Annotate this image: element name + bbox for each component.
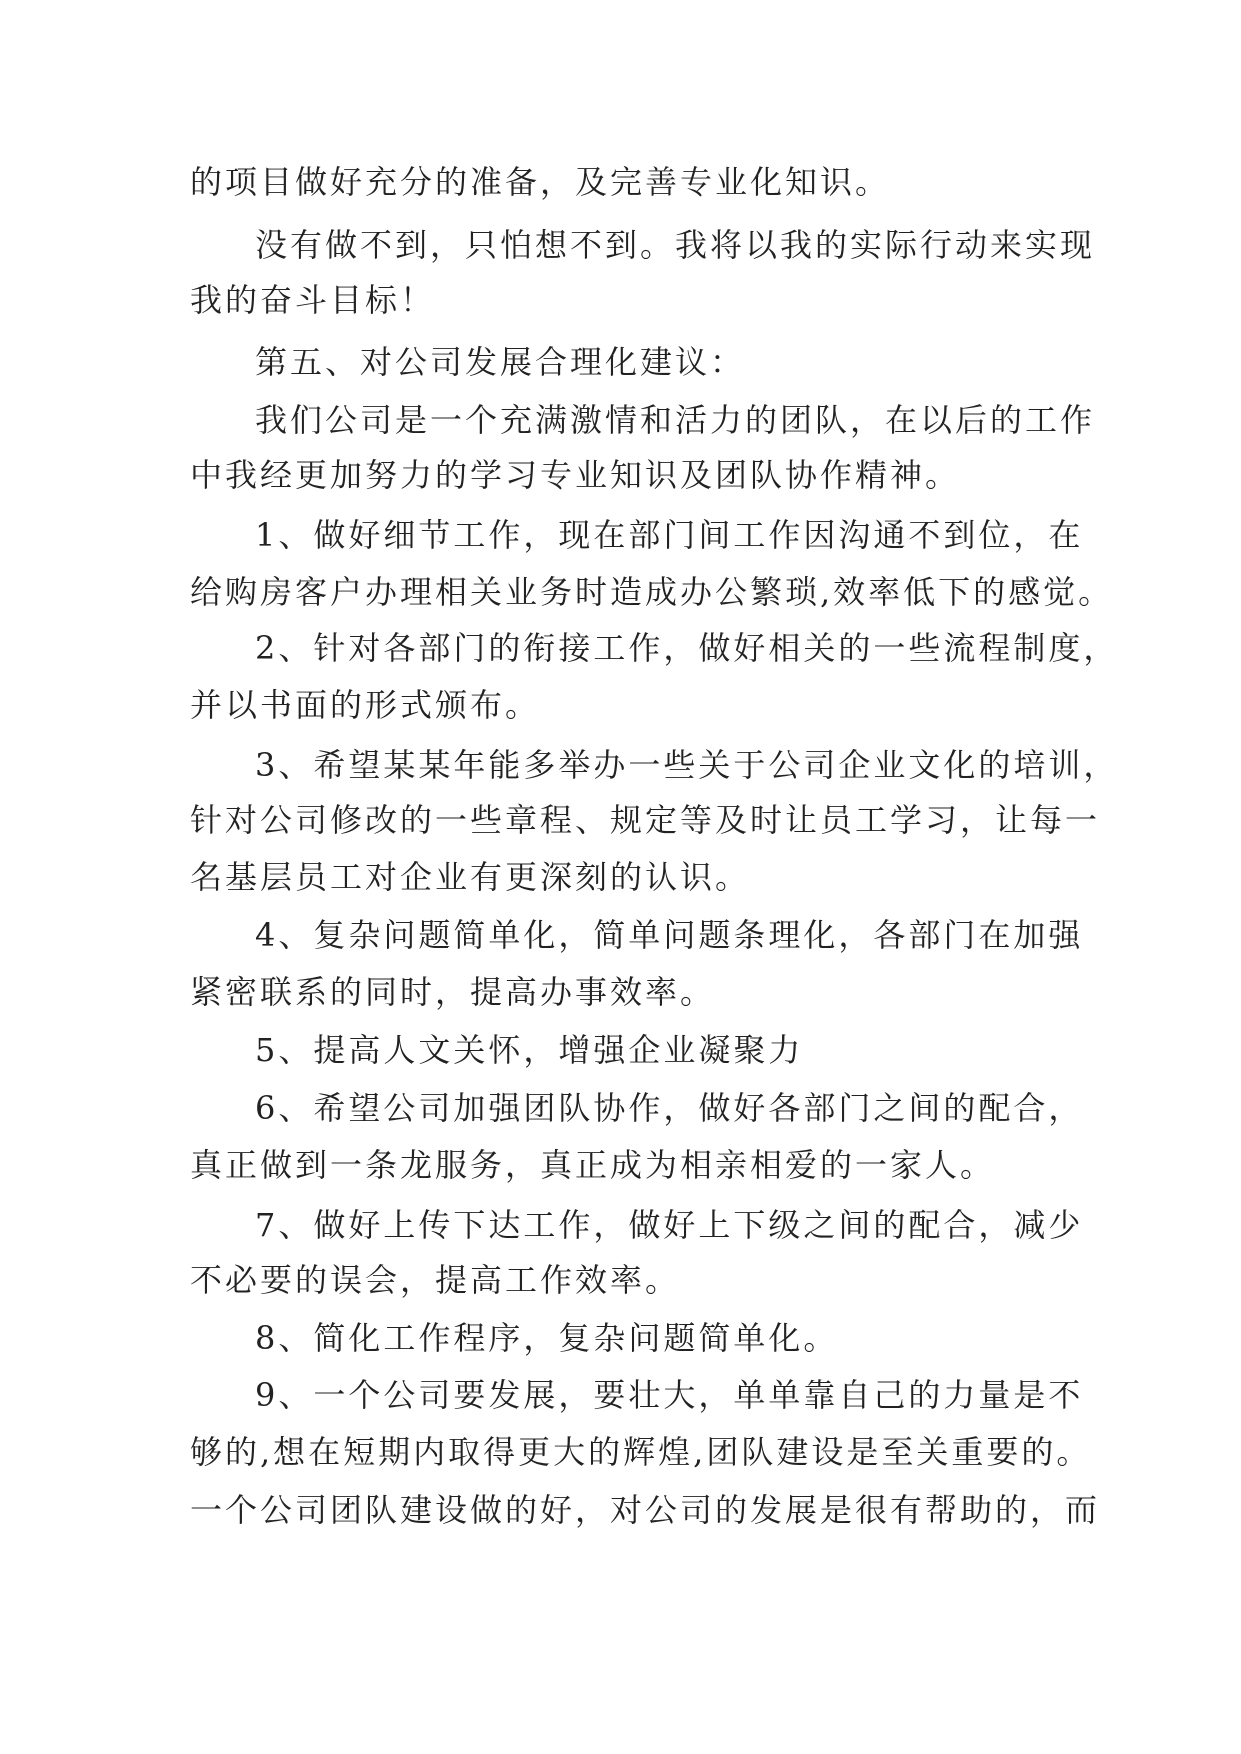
text-line: 针对公司修改的一些章程、规定等及时让员工学习，让每一: [190, 801, 1101, 839]
list-item-1: 1、做好细节工作，现在部门间工作因沟通不到位，在: [255, 516, 1084, 554]
text-line: 够的,想在短期内取得更大的辉煌,团队建设是至关重要的。: [190, 1433, 1092, 1471]
text-line: 的项目做好充分的准备，及完善专业化知识。: [190, 163, 891, 201]
list-item-5: 5、提高人文关怀，增强企业凝聚力: [255, 1031, 804, 1069]
list-item-4: 4、复杂问题简单化，简单问题条理化，各部门在加强: [255, 916, 1084, 954]
list-item-9: 9、一个公司要发展，要壮大，单单靠自己的力量是不: [255, 1376, 1084, 1414]
list-item-7: 7、做好上传下达工作，做好上下级之间的配合，减少: [255, 1206, 1084, 1244]
text-line: 名基层员工对企业有更深刻的认识。: [190, 858, 751, 896]
list-item-3: 3、希望某某年能多举办一些关于公司企业文化的培训，: [255, 746, 1119, 784]
section-heading: 第五、对公司发展合理化建议：: [255, 343, 746, 381]
text-line: 没有做不到，只怕想不到。我将以我的实际行动来实现: [255, 226, 1096, 264]
text-line: 给购房客户办理相关业务时造成办公繁琐,效率低下的感觉。: [190, 573, 1114, 611]
text-line: 我们公司是一个充满激情和活力的团队，在以后的工作: [255, 401, 1096, 439]
text-line: 我的奋斗目标！: [190, 281, 436, 319]
text-line: 中我经更加努力的学习专业知识及团队协作精神。: [190, 456, 961, 494]
list-item-8: 8、简化工作程序，复杂问题简单化。: [255, 1319, 839, 1357]
list-item-6: 6、希望公司加强团队协作，做好各部门之间的配合，: [255, 1089, 1084, 1127]
text-line: 紧密联系的同时，提高办事效率。: [190, 973, 716, 1011]
list-item-2: 2、针对各部门的衔接工作，做好相关的一些流程制度，: [255, 629, 1119, 667]
text-line: 不必要的误会，提高工作效率。: [190, 1261, 681, 1299]
text-line: 并以书面的形式颁布。: [190, 686, 541, 724]
text-line: 真正做到一条龙服务，真正成为相亲相爱的一家人。: [190, 1146, 996, 1184]
text-line: 一个公司团队建设做的好，对公司的发展是很有帮助的，而: [190, 1491, 1101, 1529]
